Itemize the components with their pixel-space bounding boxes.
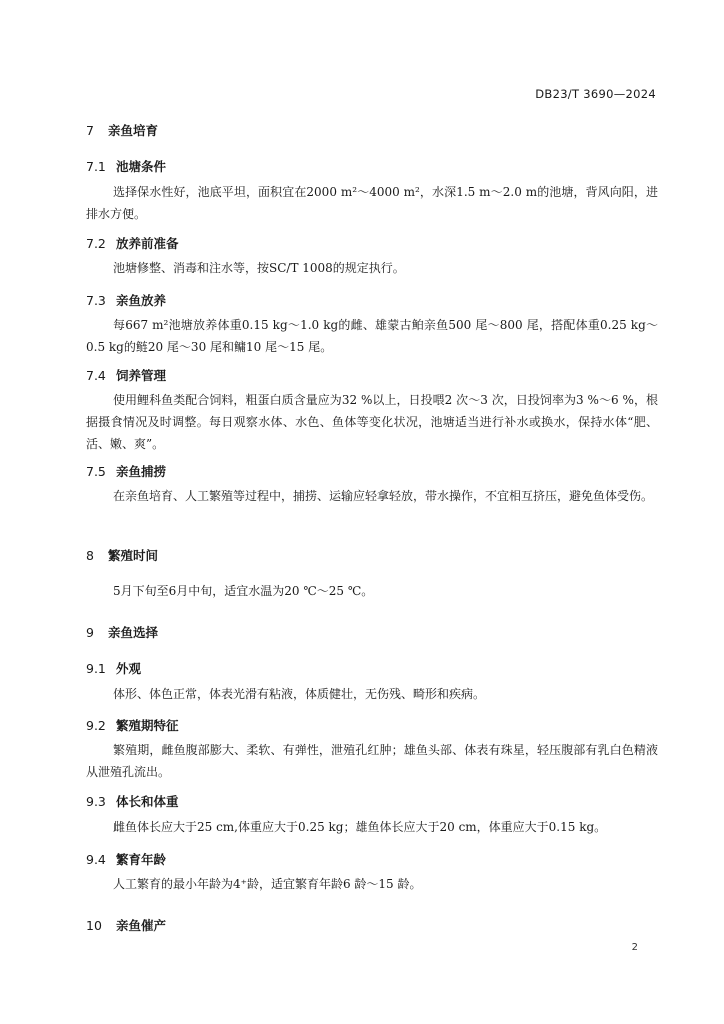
paragraph: 使用鲤科鱼类配合饲料，粗蛋白质含量应为32 %以上，日投喂2 次～3 次，日投饲率为3 %～6 %，根据摄食情况及时调整。每日观察水体、水色、鱼体等变化状况，池塘适当进行补水或换水，保持水体“肥、活、嫩、爽”。 — [86, 393, 658, 451]
section-heading — [86, 623, 158, 641]
section-title: 亲鱼催产 — [116, 918, 167, 933]
paragraph: 体形、体色正常，体表光滑有粘液，体质健壮，无伤残、畸形和疾病。 — [113, 687, 486, 701]
section-heading — [86, 916, 166, 934]
subsection-number: 7.2 — [86, 236, 106, 251]
subsection-heading — [86, 716, 179, 734]
subsection-number: 7.5 — [86, 464, 106, 479]
subsection-title: 亲鱼捕捞 — [116, 464, 167, 479]
section-number: 9 — [86, 625, 94, 640]
paragraph: 在亲鱼培育、人工繁殖等过程中，捕捞、运输应轻拿轻放，带水操作，不宜相互挤压，避免鱼体受伤。 — [113, 489, 654, 503]
subsection-heading — [86, 157, 166, 175]
subsection-number: 9.4 — [86, 852, 106, 867]
subsection-title: 外观 — [116, 661, 142, 676]
section-title: 亲鱼培育 — [108, 123, 159, 138]
subsection-title: 亲鱼放养 — [116, 293, 167, 308]
subsection-heading — [86, 291, 166, 309]
paragraph: 繁殖期，雌鱼腹部膨大、柔软、有弹性，泄殖孔红肿；雄鱼头部、体表有珠星，轻压腹部有乳白色精液从泄殖孔流出。 — [86, 743, 658, 779]
subsection-number: 9.2 — [86, 718, 106, 733]
paragraph: 池塘修整、消毒和注水等，按SC/T 1008的规定执行。 — [113, 261, 405, 275]
subsection-title: 池塘条件 — [116, 159, 167, 174]
section-number: 10 — [86, 918, 102, 933]
subsection-heading — [86, 850, 166, 868]
document-code: DB23/T 3690—2024 — [535, 87, 656, 101]
section-title: 亲鱼选择 — [108, 625, 159, 640]
subsection-number: 9.3 — [86, 794, 106, 809]
subsection-heading — [86, 792, 179, 810]
subsection-number: 7.3 — [86, 293, 106, 308]
subsection-title: 饲养管理 — [116, 368, 167, 383]
section-number: 7 — [86, 123, 94, 138]
paragraph: 雌鱼体长应大于25 cm,体重应大于0.25 kg；雄鱼体长应大于20 cm，体重应大于0.15 kg。 — [113, 820, 607, 834]
subsection-title: 放养前准备 — [116, 236, 179, 251]
section-heading — [86, 121, 158, 139]
subsection-heading — [86, 366, 166, 384]
paragraph: 选择保水性好，池底平坦，面积宜在2000 m²～4000 m²，水深1.5 m～2.0 m的池塘，背风向阳，进排水方便。 — [86, 185, 658, 221]
subsection-title: 体长和体重 — [116, 794, 179, 809]
subsection-title: 繁育年龄 — [116, 852, 167, 867]
page-number: 2 — [631, 942, 638, 953]
section-title: 繁殖时间 — [108, 548, 159, 563]
subsection-title: 繁殖期特征 — [116, 718, 179, 733]
paragraph: 5月下旬至6月中旬，适宜水温为20 ℃～25 ℃。 — [113, 584, 374, 598]
subsection-number: 9.1 — [86, 661, 106, 676]
subsection-heading — [86, 659, 141, 677]
paragraph: 每667 m²池塘放养体重0.15 kg～1.0 kg的雌、雄蒙古鲌亲鱼500 尾～800 尾，搭配体重0.25 kg～0.5 kg的鲢20 尾～30 尾和鳙10 尾～15 尾。 — [86, 318, 658, 354]
subsection-heading — [86, 462, 166, 480]
subsection-heading — [86, 234, 179, 252]
section-number: 8 — [86, 548, 94, 563]
subsection-number: 7.4 — [86, 368, 106, 383]
paragraph: 人工繁育的最小年龄为4⁺龄，适宜繁育年龄6 龄～15 龄。 — [113, 877, 422, 891]
section-heading — [86, 546, 158, 564]
subsection-number: 7.1 — [86, 159, 106, 174]
